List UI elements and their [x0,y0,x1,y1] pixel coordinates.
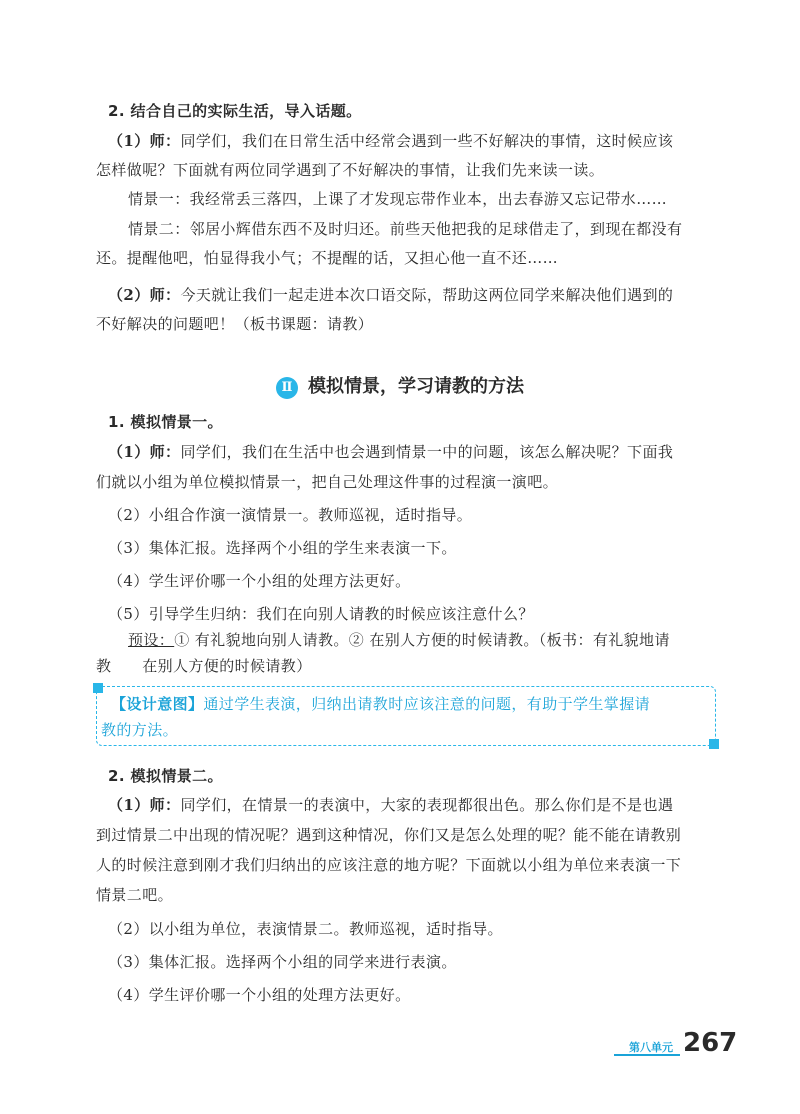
paragraph-1-line-4: 情景二吧。 [96,886,174,904]
section-title [0,372,800,399]
paragraph-1-line-1 [108,441,673,463]
paragraph-2: （2）小组合作演一演情景一。教师巡视，适时指导。 [108,506,473,524]
paragraph-text: 同学们，我们在生活中也会遇到情景一中的问题，该怎么解决呢？下面我 [180,443,674,461]
paragraph-1-line-3: 人的时候注意到刚才我们归纳出的应该注意的地方呢？下面就以小组为单位来表演一下 [96,856,682,874]
footer-rule [614,1054,680,1056]
paragraph-1-line-2: 怎样做呢？下面就有两位同学遇到了不好解决的事情，让我们先来读一读。 [96,161,605,179]
preset-line-1 [128,629,670,651]
heading-intro: 2. 结合自己的实际生活，导入话题。 [108,102,362,120]
paragraph-text: 同学们，我们在日常生活中经常会遇到一些不好解决的事情，这时候应该 [180,132,674,150]
paragraph-2-line-2: 不好解决的问题吧！（板书课题：请教） [96,315,374,333]
design-intent-text: 通过学生表演，归纳出请教时应该注意的问题，有助于学生掌握请 [203,695,651,713]
design-intent-label: 【设计意图】 [111,695,204,713]
paragraph-4: （4）学生评价哪一个小组的处理方法更好。 [108,986,411,1004]
paragraph-text: 同学们，在情景一的表演中，大家的表现都很出色。那么你们是不是也遇 [180,796,674,814]
paragraph-1-line-2: 到过情景二中出现的情况呢？遇到这种情况，你们又是怎么处理的呢？能不能在请教别 [96,826,682,844]
speaker-label: （1）师： [108,132,181,150]
paragraph-1-line-1 [108,794,673,816]
paragraph-3: （3）集体汇报。选择两个小组的同学来进行表演。 [108,953,457,971]
heading-scene-two: 2. 模拟情景二。 [108,767,223,785]
paragraph-1-line-1 [108,130,673,152]
paragraph-4: （4）学生评价哪一个小组的处理方法更好。 [108,572,411,590]
corner-ornament [93,683,103,693]
paragraph-2: （2）以小组为单位，表演情景二。教师巡视，适时指导。 [108,920,503,938]
speaker-label: （2）师： [108,286,181,304]
scene-two-line-2: 还。提醒他吧，怕显得我小气；不提醒的话，又担心他一直不还…… [96,249,559,267]
preset-text: ① 有礼貌地向别人请教。② 在别人方便的时候请教。（板书：有礼貌地请 [174,631,670,649]
section-title-text: 模拟情景，学习请教的方法 [308,376,524,397]
speaker-label: （1）师： [108,796,181,814]
paragraph-text: 今天就让我们一起走进本次口语交际，帮助这两位同学来解决他们遇到的 [180,286,674,304]
heading-scene-one: 1. 模拟情景一。 [108,413,223,431]
design-intent-line-2: 教的方法。 [101,721,179,739]
corner-ornament [709,739,719,749]
design-intent-box [96,686,716,746]
paragraph-5: （5）引导学生归纳：我们在向别人请教的时候应该注意什么？ [108,605,534,623]
scene-one: 情景一：我经常丢三落四，上课了才发现忘带作业本，出去春游又忘记带水…… [128,190,668,208]
section-number-badge: Ⅱ [276,377,298,399]
preset-label: 预设： [128,631,175,649]
page-number: 267 [683,1028,738,1058]
scene-two-line-1: 情景二：邻居小辉借东西不及时归还。前些天他把我的足球借走了，到现在都没有 [128,220,683,238]
paragraph-3: （3）集体汇报。选择两个小组的学生来表演一下。 [108,539,457,557]
paragraph-2-line-1 [108,284,673,306]
paragraph-1-line-2: 们就以小组为单位模拟情景一，把自己处理这件事的过程演一演吧。 [96,473,559,491]
preset-line-2: 教 在别人方便的时候请教） [96,657,312,675]
design-intent-line-1 [111,693,650,715]
speaker-label: （1）师： [108,443,181,461]
unit-label: 第八单元 [629,1041,673,1054]
